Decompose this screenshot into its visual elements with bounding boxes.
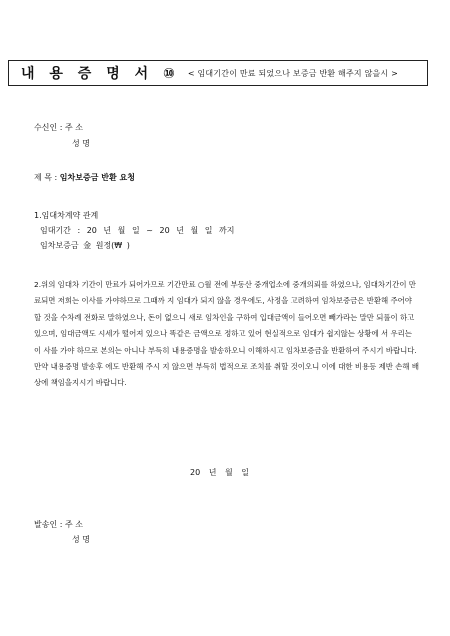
title-box: [8, 60, 428, 86]
section2-body: 2.위의 임대차 기간이 만료가 되어가므로 기간만료 ○월 전에 부동산 중개업소에 중개의뢰를 하였으나, 임대차기간이 만료되면 저희는 이사를 가야하므로 그때까 지 임대가 되지 않을 경우에도, 사정을 고려하여 임차보증금은 반환해 주어야 할 것을 수차례 전화로 말하였으나, 돈이 없으니 새로 임차인을 구하여 입대금액이 들어오면 빼가라는 말만 되풀이 하고 있으며, 임대금액도 시세가 떨어져 있으나 똑같은 금액으로 정하고 있어 현실적으로 임대가 쉽지않는 상황에 서 우리는 이 사를 가야 하므로 본의는 아니나 부득히 내용증명을 발송하오니 이해하시고 임차보증금을 반환하여 주시기 바랍니다. 만약 내용증명 발송후 에도 반환해 주시 지 않으면 부득히 법적으로 조치를 취할 것이오니 이에 대한 비용등 제반 손해 배상에 책임을지시기 바랍니다.: [34, 280, 419, 388]
section1-heading: 1.임대차계약 관계: [34, 211, 99, 220]
document-subtitle: < 임대기간이 만료 되었으나 보증금 반환 해주지 않을시 >: [187, 68, 399, 78]
subject-label: 제 목 :: [34, 173, 58, 182]
recipient-address-label: 수신인 : 주 소: [34, 123, 83, 132]
subject-text: 임차보증금 반환 요청: [59, 173, 135, 182]
lease-period: 임대기간 : 20 년 월 일 ~ 20 년 월 일 까지: [40, 226, 235, 235]
lease-deposit-text: 임차보증금 金 원정(₩ ): [40, 241, 130, 250]
subject-line: [34, 173, 135, 183]
lease-deposit: [40, 241, 130, 251]
sender-name-label: 성 명: [72, 535, 90, 544]
recipient-name-label: 성 명: [72, 139, 90, 148]
sender-address-label: 발송인 : 주 소: [34, 520, 83, 529]
document-date: 20 년 월 일: [190, 468, 249, 477]
document-title: 내 용 증 명 서 ⑩: [21, 66, 180, 82]
